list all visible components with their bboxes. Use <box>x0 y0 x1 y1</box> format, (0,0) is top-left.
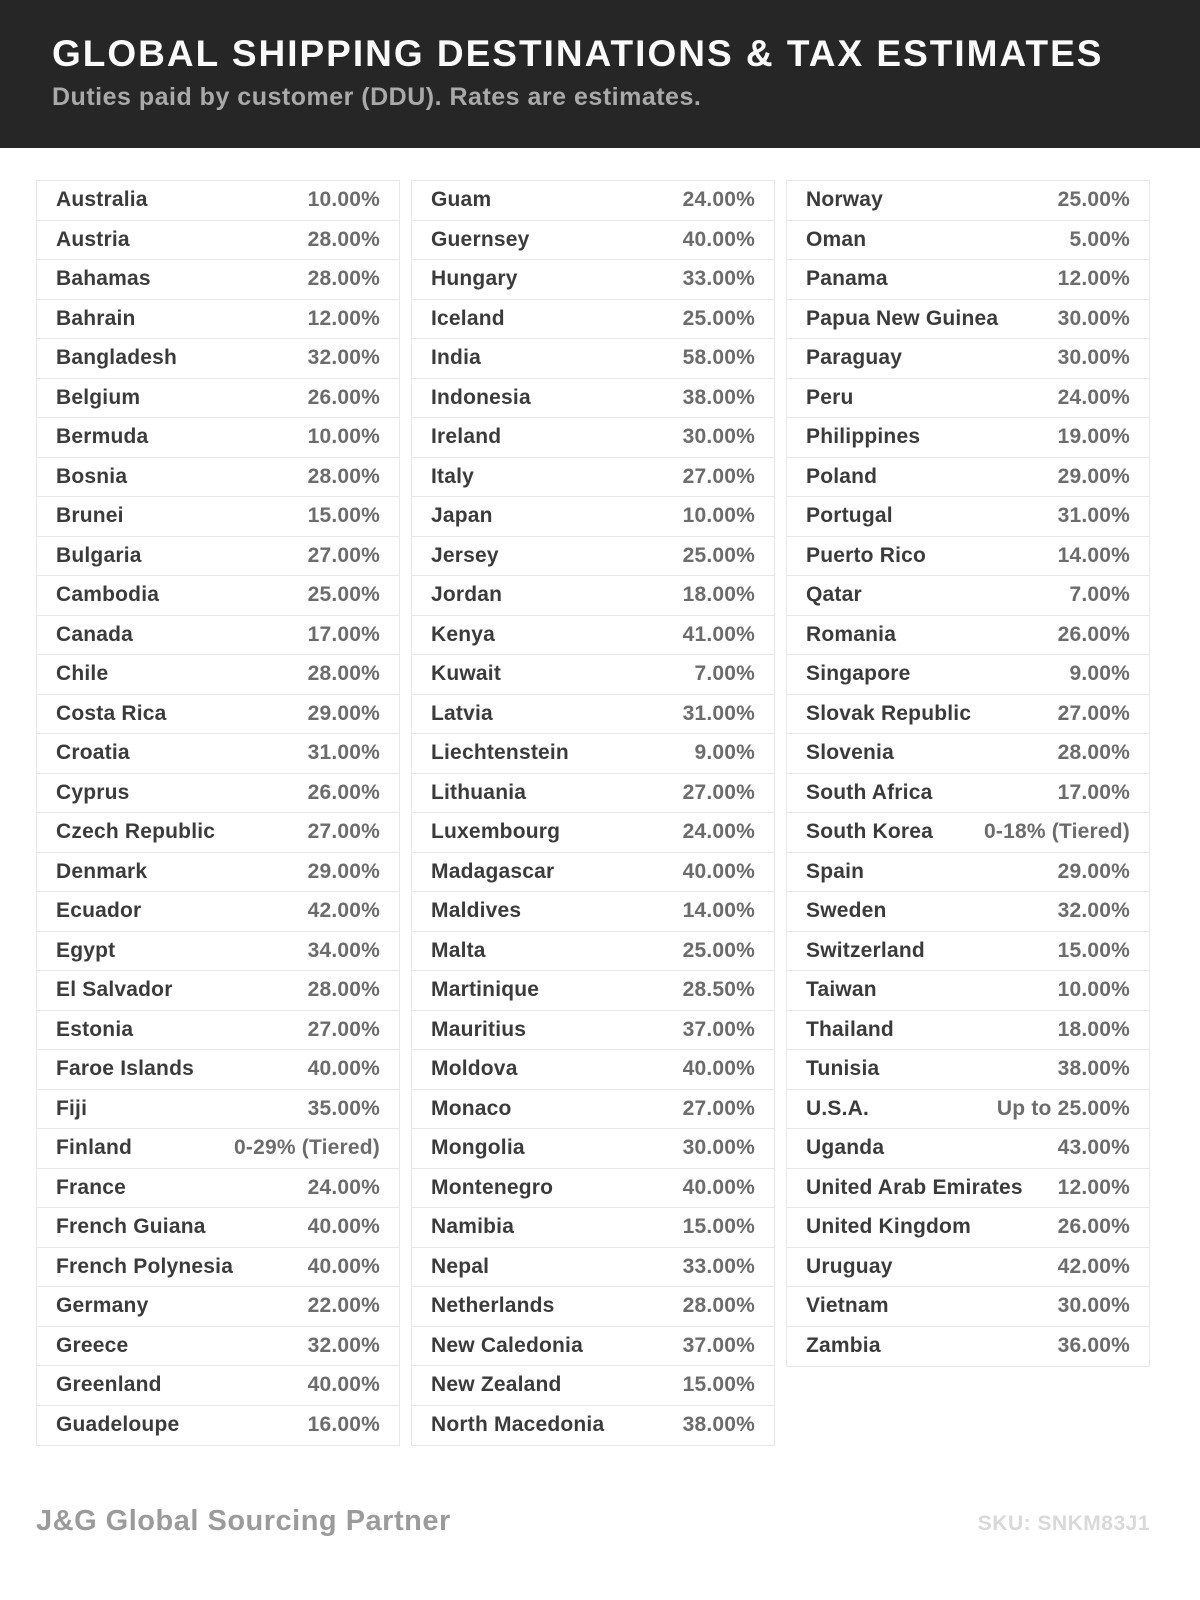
tax-rate-value: 28.00% <box>307 227 380 251</box>
country-name: Jordan <box>431 583 503 607</box>
tax-table-column-3 <box>786 180 1150 1367</box>
tax-rate-value: 15.00% <box>1057 938 1130 962</box>
tax-rate-value: 27.00% <box>1057 701 1130 725</box>
country-name: Fiji <box>56 1096 88 1120</box>
tax-rate-value: 28.00% <box>1057 741 1130 765</box>
table-row <box>412 1129 774 1169</box>
table-row <box>412 418 774 458</box>
tax-rate-value: 30.00% <box>1057 346 1130 370</box>
tax-rate-value: 25.00% <box>682 306 755 330</box>
country-name: Bahamas <box>56 267 151 291</box>
tax-rate-value: 5.00% <box>1069 227 1130 251</box>
tax-rate-value: 27.00% <box>307 820 380 844</box>
tax-rate-value: 27.00% <box>307 543 380 567</box>
tax-rate-value: 25.00% <box>307 583 380 607</box>
tax-rate-value: 22.00% <box>307 1294 380 1318</box>
table-row <box>787 497 1149 537</box>
country-name: Puerto Rico <box>806 543 927 567</box>
tax-rate-value: 17.00% <box>307 622 380 646</box>
country-name: Panama <box>806 267 888 291</box>
country-name: Spain <box>806 859 865 883</box>
country-name: New Zealand <box>431 1373 562 1397</box>
table-row <box>412 1169 774 1209</box>
table-row <box>412 813 774 853</box>
tax-rate-value: 40.00% <box>307 1057 380 1081</box>
tax-rate-value: 24.00% <box>682 188 755 212</box>
table-row <box>787 1169 1149 1209</box>
tax-rate-value: 40.00% <box>682 1057 755 1081</box>
country-name: Belgium <box>56 385 141 409</box>
country-name: Greenland <box>56 1373 162 1397</box>
table-row <box>787 537 1149 577</box>
country-name: Slovenia <box>806 741 894 765</box>
tax-rate-value: 24.00% <box>682 820 755 844</box>
table-row <box>37 181 399 221</box>
country-name: Cyprus <box>56 780 130 804</box>
country-name: India <box>431 346 482 370</box>
tax-rate-value: 32.00% <box>1057 899 1130 923</box>
tax-rate-value: 7.00% <box>1069 583 1130 607</box>
tax-rate-value: 28.00% <box>307 662 380 686</box>
country-name: United Arab Emirates <box>806 1175 1023 1199</box>
country-name: Croatia <box>56 741 130 765</box>
country-name: Romania <box>806 622 897 646</box>
country-name: Malta <box>431 938 486 962</box>
table-row <box>37 537 399 577</box>
tax-rate-value: 40.00% <box>682 227 755 251</box>
country-name: Martinique <box>431 978 540 1002</box>
country-name: United Kingdom <box>806 1215 971 1239</box>
table-row <box>787 695 1149 735</box>
country-name: Taiwan <box>806 978 877 1002</box>
tax-rate-value: 24.00% <box>1057 385 1130 409</box>
country-name: Finland <box>56 1136 133 1160</box>
table-row <box>787 774 1149 814</box>
table-row <box>787 379 1149 419</box>
country-name: North Macedonia <box>431 1413 605 1437</box>
table-row <box>412 655 774 695</box>
country-name: Peru <box>806 385 854 409</box>
country-name: Netherlands <box>431 1294 555 1318</box>
country-name: Liechtenstein <box>431 741 569 765</box>
country-name: Mauritius <box>431 1017 527 1041</box>
table-row <box>787 853 1149 893</box>
country-name: El Salvador <box>56 978 173 1002</box>
table-row <box>37 1090 399 1130</box>
tax-rate-value: 25.00% <box>682 543 755 567</box>
table-row <box>412 497 774 537</box>
table-row <box>412 1406 774 1446</box>
country-name: Monaco <box>431 1096 512 1120</box>
table-row <box>37 1327 399 1367</box>
country-name: Brunei <box>56 504 124 528</box>
country-name: Maldives <box>431 899 522 923</box>
table-row <box>787 260 1149 300</box>
table-row <box>787 1327 1149 1367</box>
country-name: Luxembourg <box>431 820 561 844</box>
country-name: Nepal <box>431 1254 490 1278</box>
country-name: Singapore <box>806 662 911 686</box>
country-name: Denmark <box>56 859 148 883</box>
table-row <box>412 1050 774 1090</box>
table-row <box>787 655 1149 695</box>
tax-rate-value: 17.00% <box>1057 780 1130 804</box>
tax-rate-value: 31.00% <box>1057 504 1130 528</box>
table-row <box>787 734 1149 774</box>
table-row <box>37 1169 399 1209</box>
country-name: Bulgaria <box>56 543 142 567</box>
country-name: Iceland <box>431 306 505 330</box>
table-row <box>37 418 399 458</box>
tax-rate-value: 7.00% <box>694 662 755 686</box>
tax-rate-value: 43.00% <box>1057 1136 1130 1160</box>
page-subtitle: Duties paid by customer (DDU). Rates are estimates. <box>52 82 702 111</box>
country-name: Namibia <box>431 1215 515 1239</box>
table-row <box>412 576 774 616</box>
table-row <box>37 1050 399 1090</box>
tax-rate-value: 12.00% <box>1057 1175 1130 1199</box>
tax-rate-value: 42.00% <box>307 899 380 923</box>
country-name: French Polynesia <box>56 1254 234 1278</box>
table-row <box>37 695 399 735</box>
table-row <box>37 1208 399 1248</box>
tax-rate-value: 10.00% <box>682 504 755 528</box>
country-name: Bahrain <box>56 306 136 330</box>
table-row <box>37 1287 399 1327</box>
country-name: Guadeloupe <box>56 1413 180 1437</box>
country-name: Czech Republic <box>56 820 216 844</box>
country-name: Chile <box>56 662 109 686</box>
table-row <box>37 576 399 616</box>
tax-rate-value: 15.00% <box>682 1215 755 1239</box>
tax-rate-value: 27.00% <box>682 1096 755 1120</box>
country-name: U.S.A. <box>806 1096 870 1120</box>
table-row <box>37 1248 399 1288</box>
country-name: Portugal <box>806 504 893 528</box>
tax-rate-value: 25.00% <box>1057 188 1130 212</box>
tax-rate-value: 31.00% <box>682 701 755 725</box>
page-title: GLOBAL SHIPPING DESTINATIONS & TAX ESTIMATES <box>52 33 1104 74</box>
tax-rate-value: 29.00% <box>307 701 380 725</box>
table-row <box>37 339 399 379</box>
country-name: Canada <box>56 622 134 646</box>
country-name: Ireland <box>431 425 502 449</box>
tax-rate-value: 37.00% <box>682 1333 755 1357</box>
table-row <box>37 853 399 893</box>
country-name: French Guiana <box>56 1215 206 1239</box>
tax-rate-value: 32.00% <box>307 346 380 370</box>
footer <box>36 1505 1150 1538</box>
table-row <box>787 932 1149 972</box>
country-name: Oman <box>806 227 867 251</box>
table-row <box>37 932 399 972</box>
table-row <box>37 300 399 340</box>
country-name: Australia <box>56 188 148 212</box>
table-row <box>412 695 774 735</box>
table-row <box>787 1248 1149 1288</box>
tax-rate-value: 14.00% <box>682 899 755 923</box>
tax-rate-value: 26.00% <box>1057 622 1130 646</box>
tax-rate-value: 38.00% <box>682 1413 755 1437</box>
table-row <box>412 616 774 656</box>
table-row <box>37 734 399 774</box>
country-name: Lithuania <box>431 780 527 804</box>
country-name: South Africa <box>806 780 933 804</box>
table-row <box>787 971 1149 1011</box>
table-row <box>412 1366 774 1406</box>
table-row <box>412 853 774 893</box>
table-row <box>37 774 399 814</box>
table-row <box>37 655 399 695</box>
tax-rate-value: 40.00% <box>307 1373 380 1397</box>
tax-rate-value: Up to 25.00% <box>996 1096 1130 1120</box>
tax-rate-value: 10.00% <box>1057 978 1130 1002</box>
tax-rate-value: 30.00% <box>1057 306 1130 330</box>
table-row <box>37 616 399 656</box>
table-row <box>412 1248 774 1288</box>
tax-rate-value: 19.00% <box>1057 425 1130 449</box>
tax-rate-value: 40.00% <box>682 1175 755 1199</box>
country-name: Bosnia <box>56 464 128 488</box>
tax-rate-value: 24.00% <box>307 1175 380 1199</box>
tax-rate-value: 9.00% <box>694 741 755 765</box>
tax-rate-value: 30.00% <box>1057 1294 1130 1318</box>
tax-rate-value: 28.50% <box>682 978 755 1002</box>
tax-rate-value: 14.00% <box>1057 543 1130 567</box>
tax-rate-value: 33.00% <box>682 1254 755 1278</box>
country-name: Guernsey <box>431 227 530 251</box>
country-name: Germany <box>56 1294 149 1318</box>
tax-rate-value: 16.00% <box>307 1413 380 1437</box>
tax-rate-value: 15.00% <box>307 504 380 528</box>
table-row <box>37 971 399 1011</box>
country-name: Switzerland <box>806 938 925 962</box>
country-name: Estonia <box>56 1017 134 1041</box>
tax-rate-value: 27.00% <box>307 1017 380 1041</box>
tax-rate-value: 27.00% <box>682 780 755 804</box>
tax-rate-value: 38.00% <box>1057 1057 1130 1081</box>
tax-rate-value: 15.00% <box>682 1373 755 1397</box>
table-row <box>787 813 1149 853</box>
table-row <box>412 260 774 300</box>
table-row <box>412 892 774 932</box>
table-row <box>412 1090 774 1130</box>
table-row <box>412 734 774 774</box>
tax-rate-value: 29.00% <box>307 859 380 883</box>
tax-rate-value: 31.00% <box>307 741 380 765</box>
tax-rate-value: 29.00% <box>1057 859 1130 883</box>
country-name: Papua New Guinea <box>806 306 999 330</box>
country-name: New Caledonia <box>431 1333 583 1357</box>
table-row <box>787 418 1149 458</box>
table-row <box>412 339 774 379</box>
country-name: Uganda <box>806 1136 885 1160</box>
table-row <box>412 971 774 1011</box>
tax-rate-value: 29.00% <box>1057 464 1130 488</box>
sku-label: SKU: SNKM83J1 <box>977 1512 1150 1535</box>
table-row <box>787 1287 1149 1327</box>
table-row <box>787 458 1149 498</box>
country-name: Egypt <box>56 938 116 962</box>
country-name: Italy <box>431 464 475 488</box>
tax-rate-value: 35.00% <box>307 1096 380 1120</box>
tax-rate-value: 58.00% <box>682 346 755 370</box>
tax-rate-value: 30.00% <box>682 1136 755 1160</box>
country-name: Indonesia <box>431 385 531 409</box>
country-name: France <box>56 1175 127 1199</box>
table-row <box>37 1011 399 1051</box>
country-name: Austria <box>56 227 130 251</box>
tax-rate-value: 36.00% <box>1057 1334 1130 1358</box>
country-name: Japan <box>431 504 493 528</box>
tax-table-column-1 <box>36 180 400 1446</box>
country-name: Bermuda <box>56 425 149 449</box>
header-banner <box>0 0 1200 148</box>
table-row <box>412 221 774 261</box>
country-name: Kuwait <box>431 662 502 686</box>
table-row <box>787 892 1149 932</box>
country-name: South Korea <box>806 820 934 844</box>
table-row <box>37 1129 399 1169</box>
country-name: Qatar <box>806 583 862 607</box>
country-name: Vietnam <box>806 1294 889 1318</box>
tax-rate-value: 28.00% <box>307 978 380 1002</box>
table-row <box>37 379 399 419</box>
table-row <box>37 458 399 498</box>
tax-rate-value: 34.00% <box>307 938 380 962</box>
tax-rate-value: 26.00% <box>307 385 380 409</box>
table-row <box>412 1327 774 1367</box>
country-name: Tunisia <box>806 1057 880 1081</box>
table-row <box>412 1011 774 1051</box>
tax-rate-value: 28.00% <box>307 267 380 291</box>
tax-rate-value: 18.00% <box>1057 1017 1130 1041</box>
country-name: Bangladesh <box>56 346 178 370</box>
table-row <box>787 300 1149 340</box>
country-name: Zambia <box>806 1334 881 1358</box>
table-row <box>37 260 399 300</box>
tax-rate-value: 9.00% <box>1069 662 1130 686</box>
table-row <box>37 813 399 853</box>
table-row <box>37 1366 399 1406</box>
country-name: Uruguay <box>806 1254 893 1278</box>
table-row <box>37 221 399 261</box>
country-name: Jersey <box>431 543 499 567</box>
tax-rate-value: 12.00% <box>307 306 380 330</box>
tax-rate-value: 10.00% <box>307 188 380 212</box>
table-row <box>787 339 1149 379</box>
tax-rate-value: 0-18% (Tiered) <box>984 820 1130 844</box>
table-row <box>412 181 774 221</box>
tax-rate-value: 40.00% <box>307 1254 380 1278</box>
tax-rate-value: 28.00% <box>307 464 380 488</box>
tax-rate-table-grid <box>36 180 1150 1446</box>
country-name: Faroe Islands <box>56 1057 194 1081</box>
tax-rate-value: 42.00% <box>1057 1254 1130 1278</box>
country-name: Kenya <box>431 622 496 646</box>
table-row <box>787 1090 1149 1130</box>
tax-rate-value: 33.00% <box>682 267 755 291</box>
tax-rate-value: 10.00% <box>307 425 380 449</box>
country-name: Hungary <box>431 267 518 291</box>
table-row <box>787 576 1149 616</box>
tax-rate-value: 0-29% (Tiered) <box>234 1136 380 1160</box>
tax-rate-value: 26.00% <box>1057 1215 1130 1239</box>
brand-name: J&G Global Sourcing Partner <box>36 1505 451 1537</box>
country-name: Slovak Republic <box>806 701 972 725</box>
table-row <box>412 537 774 577</box>
tax-rate-value: 18.00% <box>682 583 755 607</box>
table-row <box>412 932 774 972</box>
tax-rate-value: 40.00% <box>307 1215 380 1239</box>
table-row <box>412 458 774 498</box>
tax-table-column-2 <box>411 180 775 1446</box>
table-row <box>412 1287 774 1327</box>
table-row <box>787 616 1149 656</box>
country-name: Sweden <box>806 899 887 923</box>
tax-rate-value: 27.00% <box>682 464 755 488</box>
tax-rate-value: 12.00% <box>1057 267 1130 291</box>
country-name: Ecuador <box>56 899 142 923</box>
tax-rate-value: 26.00% <box>307 780 380 804</box>
table-row <box>412 1208 774 1248</box>
tax-rate-value: 40.00% <box>682 859 755 883</box>
country-name: Cambodia <box>56 583 160 607</box>
tax-rate-value: 28.00% <box>682 1294 755 1318</box>
country-name: Philippines <box>806 425 921 449</box>
tax-rate-value: 30.00% <box>682 425 755 449</box>
country-name: Paraguay <box>806 346 903 370</box>
tax-rate-value: 25.00% <box>682 938 755 962</box>
table-row <box>37 892 399 932</box>
country-name: Madagascar <box>431 859 555 883</box>
table-row <box>787 1050 1149 1090</box>
tax-rate-value: 38.00% <box>682 385 755 409</box>
country-name: Norway <box>806 188 884 212</box>
country-name: Moldova <box>431 1057 518 1081</box>
table-row <box>787 1129 1149 1169</box>
country-name: Thailand <box>806 1017 894 1041</box>
table-row <box>37 497 399 537</box>
table-row <box>787 181 1149 221</box>
table-row <box>787 1208 1149 1248</box>
table-row <box>412 379 774 419</box>
tax-rate-value: 37.00% <box>682 1017 755 1041</box>
tax-rate-value: 32.00% <box>307 1333 380 1357</box>
table-row <box>412 300 774 340</box>
country-name: Mongolia <box>431 1136 525 1160</box>
table-row <box>787 1011 1149 1051</box>
country-name: Latvia <box>431 701 493 725</box>
table-row <box>412 774 774 814</box>
country-name: Costa Rica <box>56 701 167 725</box>
tax-rate-value: 41.00% <box>682 622 755 646</box>
table-row <box>787 221 1149 261</box>
country-name: Montenegro <box>431 1175 554 1199</box>
country-name: Greece <box>56 1333 129 1357</box>
country-name: Poland <box>806 464 878 488</box>
country-name: Guam <box>431 188 492 212</box>
table-row <box>37 1406 399 1446</box>
